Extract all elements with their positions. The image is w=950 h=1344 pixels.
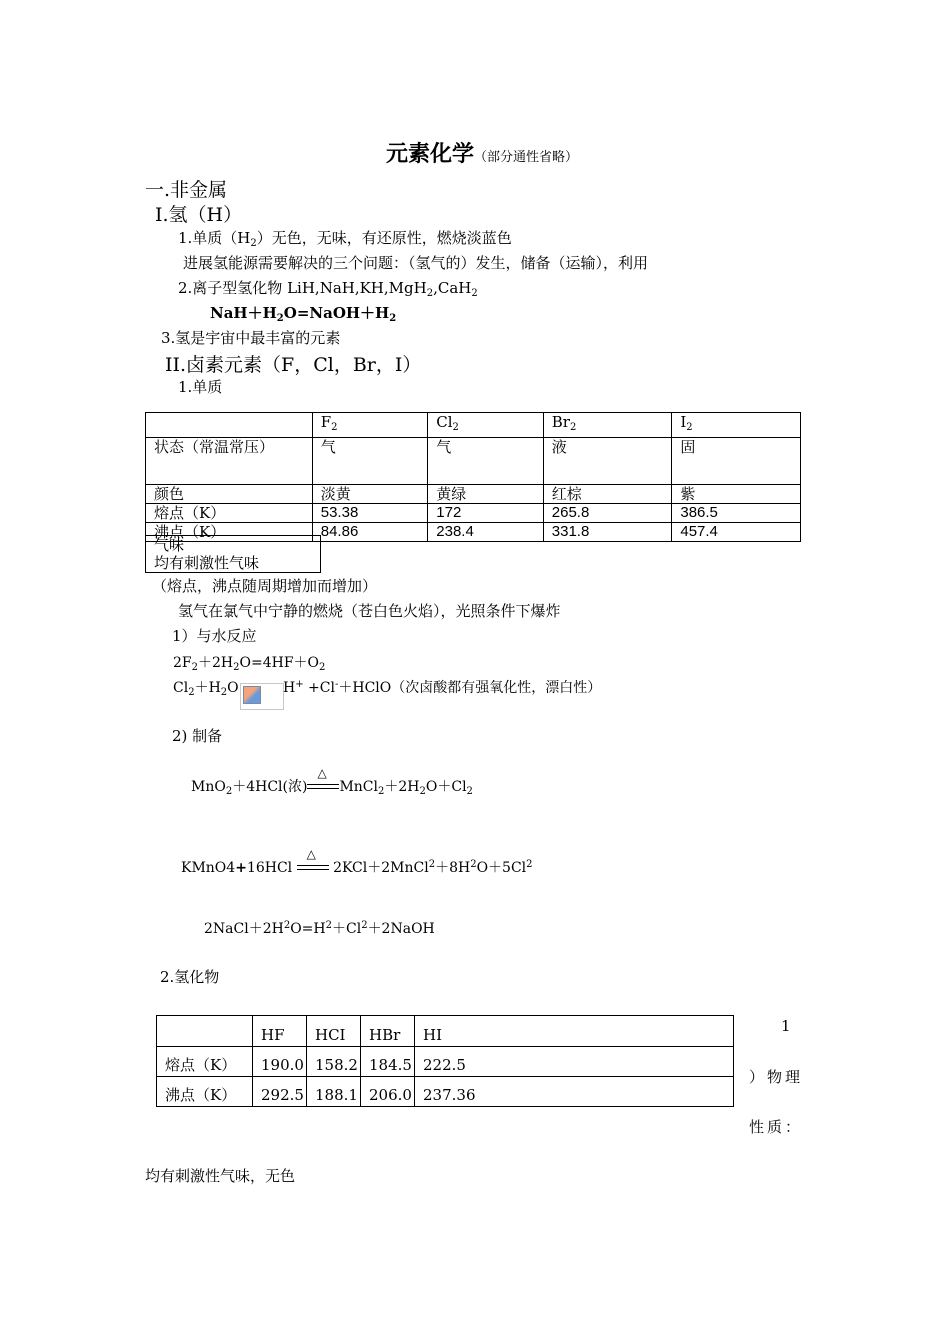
table-cell: 292.5	[253, 1077, 307, 1107]
equation-fluorine-water: $2F_2+2H_2O=4HF+O_2$	[173, 655, 326, 673]
water-reaction-heading: 1）与水反应	[172, 627, 257, 645]
hydride-table	[156, 1015, 734, 1107]
equation-mno2: MnO$_2$＋4HCl(浓) △ $MnCl_2+2H_2O+Cl_2$	[191, 766, 473, 797]
table-row-label: 沸点（K）	[157, 1077, 253, 1107]
table-cell	[157, 1016, 253, 1047]
table-row	[157, 1077, 734, 1107]
table-row-label: 熔点（K）	[146, 504, 313, 523]
equation-chlorine-water-right: H+ +Cl-＋HClO（次卤酸都有强氧化性，漂白性）	[283, 679, 602, 696]
halogen-sub-1: 1.单质	[178, 378, 223, 396]
table-cell: 386.5	[672, 504, 801, 523]
table-header-row	[157, 1016, 734, 1047]
halogen-heading: II.卤素元素（F，Cl，Br，I）	[165, 354, 422, 376]
heat-arrow-icon: △	[297, 861, 329, 875]
table-header-cell: $Br_2$	[543, 413, 672, 438]
table-header-cell: HBr	[361, 1016, 415, 1047]
table-row-label: 状态（常温常压）	[146, 438, 313, 485]
table-row	[146, 504, 801, 523]
halogen-note-1: （熔点，沸点随周期增加而增加）	[152, 577, 378, 595]
table-cell: 238.4	[428, 523, 544, 542]
table-cell: 457.4	[672, 523, 801, 542]
hydrogen-line-2: 进展氢能源需要解决的三个问题：（氢气的）发生，储备（运输），利用	[183, 254, 649, 272]
physical-property-number: 1	[781, 1017, 791, 1035]
table-cell	[146, 536, 321, 573]
smell-value: 均有刺激性气味	[154, 554, 260, 572]
table-row-label: 颜色	[146, 485, 313, 504]
equation-nacl-electrolysis: $2NaCl+2H^2O=H^2+Cl^2+2NaOH$	[204, 920, 435, 937]
table-header-row	[146, 413, 801, 438]
hydride-footer-text: 均有刺激性气味，无色	[145, 1167, 296, 1185]
table-cell: 84.86	[312, 523, 428, 542]
table-row	[146, 485, 801, 504]
table-cell: 红棕	[543, 485, 672, 504]
table-header-cell: $F_2$	[312, 413, 428, 438]
smell-table	[145, 535, 321, 573]
hydrogen-line-5: 3.氢是宇宙中最丰富的元素	[161, 329, 341, 347]
title-note: （部分通性省略）	[474, 150, 579, 165]
hydrogen-line-3: 2.离子型氢化物 LiH,NaH,KH,MgH$_2$,CaH$_2$	[178, 279, 478, 299]
table-cell: 气	[312, 438, 428, 485]
table-cell: 固	[672, 438, 801, 485]
halogen-note-2: 氢气在氯气中宁静的燃烧（苍白色火焰），光照条件下爆炸	[178, 602, 561, 620]
hydrogen-line-1: 1.单质$(H_2)$无色，无味，有还原性，燃烧淡蓝色	[178, 229, 512, 249]
nah-equation: $NaH+H_2O=NaOH+H_2$	[210, 304, 397, 324]
table-row-label: 熔点（K）	[157, 1047, 253, 1077]
table-cell: 184.5	[361, 1047, 415, 1077]
hydrogen-heading: I.氢（H）	[155, 204, 243, 226]
table-row	[146, 438, 801, 485]
table-header-cell: $I_2$	[672, 413, 801, 438]
page-title	[386, 137, 578, 168]
table-cell: 淡黄	[312, 485, 428, 504]
table-cell: 206.0	[361, 1077, 415, 1107]
table-header-cell: $Cl_2$	[428, 413, 544, 438]
table-cell: 190.0	[253, 1047, 307, 1077]
heat-arrow-icon: △	[307, 780, 339, 794]
table-cell: 188.1	[307, 1077, 361, 1107]
table-cell: 331.8	[543, 523, 672, 542]
halogen-table	[145, 412, 801, 542]
table-cell: 紫	[672, 485, 801, 504]
table-row-label: 沸点（K）	[146, 523, 313, 542]
table-cell: 222.5	[415, 1047, 734, 1077]
table-cell: 53.38	[312, 504, 428, 523]
table-cell: 气	[428, 438, 544, 485]
physical-property-label-2: 性质：	[749, 1118, 804, 1136]
table-header-cell: HF	[253, 1016, 307, 1047]
table-cell: 黄绿	[428, 485, 544, 504]
table-row	[157, 1047, 734, 1077]
smell-label: 气味	[154, 536, 185, 554]
equation-chlorine-water-left: $Cl_2+H_2O$	[173, 680, 239, 698]
table-cell: 237.36	[415, 1077, 734, 1107]
table-cell: 265.8	[543, 504, 672, 523]
hydride-heading: 2.氢化物	[160, 968, 220, 986]
table-cell: 172	[428, 504, 544, 523]
physical-property-label: ）物理	[749, 1068, 804, 1086]
section-heading-nonmetal: 一.非金属	[145, 179, 228, 201]
table-header-cell: HCI	[307, 1016, 361, 1047]
table-cell: 158.2	[307, 1047, 361, 1077]
preparation-heading: 2) 制备	[172, 727, 223, 745]
table-header-cell: HI	[415, 1016, 734, 1047]
equation-kmno4: KMnO4+16HCl △ $2KCl+2MnCl^2+8H^2O+5Cl^2$	[181, 847, 533, 876]
table-cell: 液	[543, 438, 672, 485]
table-cell	[146, 413, 313, 438]
table-row	[146, 536, 321, 573]
title-main: 元素化学	[386, 141, 475, 167]
broken-image-icon	[240, 683, 284, 710]
